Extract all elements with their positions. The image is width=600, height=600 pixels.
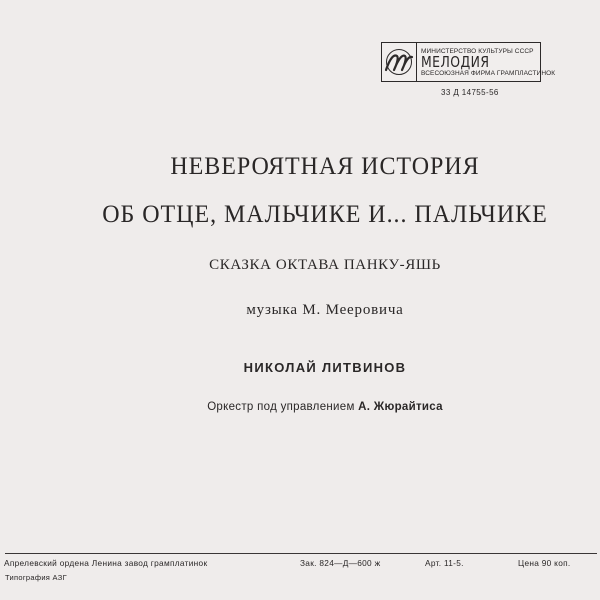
performer-name: НИКОЛАЙ ЛИТВИНОВ xyxy=(243,360,407,375)
imprint-divider xyxy=(5,553,597,554)
conductor-name: А. Жюрайтиса xyxy=(358,401,443,413)
title-line-2: ОБ ОТЦЕ, МАЛЬЧИКЕ И... ПАЛЬЧИКЕ xyxy=(102,201,548,228)
music-credit: музыка М. Мееровича xyxy=(246,302,404,318)
melodiya-logo xyxy=(381,42,556,82)
melodiya-logo-icon xyxy=(382,43,417,81)
plant-imprint: Апрелевский ордена Ленина завод грамплатинок xyxy=(4,558,208,568)
firm-label: ВСЕСОЮЗНАЯ ФИРМА ГРАМПЛАСТИНОК xyxy=(421,69,556,77)
melodiya-logo-text xyxy=(417,43,559,81)
article-number: Арт. 11-5. xyxy=(425,558,464,568)
orchestra-credit xyxy=(0,401,600,413)
order-number: Зак. 824—Д—600 ж xyxy=(300,558,381,568)
orchestra-prefix: Оркестр под управлением xyxy=(207,401,359,413)
catalog-number: 33 Д 14755-56 xyxy=(441,88,499,97)
subtitle: СКАЗКА ОКТАВА ПАНКУ-ЯШЬ xyxy=(209,257,441,273)
typography-imprint: Типография АЗГ xyxy=(5,573,67,582)
ministry-label: МИНИСТЕРСТВО КУЛЬТУРЫ СССР xyxy=(421,47,534,55)
price-label: Цена 90 коп. xyxy=(518,558,571,568)
title-line-1: НЕВЕРОЯТНАЯ ИСТОРИЯ xyxy=(170,153,480,180)
brand-name: МЕЛОДИЯ xyxy=(421,52,490,71)
